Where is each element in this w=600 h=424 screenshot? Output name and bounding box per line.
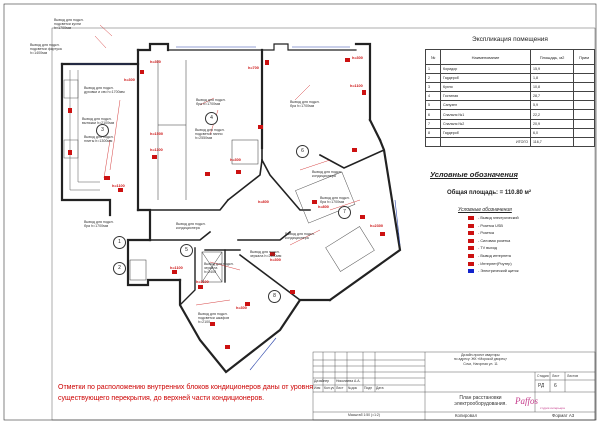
annotation-label: Вывод для подкл. кондиционера bbox=[285, 232, 315, 241]
legend-item bbox=[468, 224, 503, 228]
explication-title: Экспликация помещения bbox=[472, 36, 548, 43]
legend-label: - Электрический щиток bbox=[478, 269, 519, 274]
stamp-sheet-label: Лист bbox=[552, 374, 560, 378]
legend-item bbox=[468, 269, 519, 273]
row-note bbox=[574, 83, 595, 92]
stamp-stage-label: Стадия bbox=[537, 374, 549, 378]
row-area: 6,0 bbox=[531, 128, 574, 137]
stamp-col-label: Изм bbox=[314, 386, 321, 390]
height-mark: h=800 bbox=[318, 205, 329, 209]
stamp-stage-value: РД bbox=[538, 383, 545, 389]
row-area: 22,2 bbox=[531, 110, 574, 119]
stamp-col-label: Подп bbox=[364, 386, 373, 390]
legend-item bbox=[468, 254, 511, 258]
explication-row bbox=[426, 128, 595, 137]
stamp-col-label: Лист bbox=[336, 386, 344, 390]
row-area: 5,9 bbox=[531, 101, 574, 110]
explication-row bbox=[426, 110, 595, 119]
total-value: 116,7 bbox=[531, 137, 574, 146]
total-note bbox=[574, 137, 595, 146]
note-text: Отметки по расположению внутренних блоков кондиционеров даны от уровня существующего перекрытия, до верхней части кондиционеров. bbox=[58, 384, 314, 402]
annotation-label: Вывод для подкл. плиты h=1300мм bbox=[84, 135, 114, 144]
annotation-label: Вывод для подкл. духовки и свч h=1700мм bbox=[84, 86, 125, 95]
annotation-label: Вывод для подкл. вытяжки h=2100мм bbox=[82, 117, 115, 126]
row-note bbox=[574, 128, 595, 137]
col-number: № bbox=[426, 50, 441, 65]
row-note bbox=[574, 74, 595, 83]
row-name: Спальня №1 bbox=[441, 110, 531, 119]
stamp-developer-name: Николаева А.А. bbox=[336, 379, 361, 383]
stamp-copied: Копировал bbox=[455, 413, 478, 418]
annotation-label: Вывод для подкл. кондиционера bbox=[176, 222, 206, 231]
row-number: 8 bbox=[426, 128, 441, 137]
room-number-5: 5 bbox=[180, 244, 193, 257]
stamp-col-label: Дата bbox=[376, 386, 384, 390]
legend-symbol-icon bbox=[468, 254, 474, 258]
col-name: Наименование bbox=[441, 50, 531, 65]
row-note bbox=[574, 119, 595, 128]
annotation-label: Вывод для подкл. кондиционера bbox=[312, 170, 342, 179]
height-mark: h=300 bbox=[352, 56, 363, 60]
row-name: Кухня bbox=[441, 83, 531, 92]
row-name: Гостиная bbox=[441, 92, 531, 101]
stamp-project: Дизайн-проект квартиры по адресу: ЖК «Морской дворец» Сочи, Нагорная ул. 11 bbox=[453, 353, 508, 366]
row-number: 4 bbox=[426, 92, 441, 101]
col-area: Площадь, м2 bbox=[531, 50, 574, 65]
legend-item bbox=[468, 216, 519, 220]
legend-item bbox=[468, 246, 497, 250]
room-number-7: 7 bbox=[338, 206, 351, 219]
legend-symbol-icon bbox=[468, 262, 474, 266]
height-mark: h=700 bbox=[248, 66, 259, 70]
annotation-label: Вывод для подкл. бра h=1700мм bbox=[290, 100, 320, 109]
explication-rows bbox=[426, 65, 595, 147]
svg-text:Paffos: Paffos bbox=[515, 396, 539, 406]
room-number-8: 8 bbox=[268, 290, 281, 303]
row-area: 28,7 bbox=[531, 92, 574, 101]
annotation-label: Вывод для подкл. бра h=1700мм bbox=[84, 220, 114, 229]
annotation-label: Вывод для подкл. подсветки кухни h=1700мм bbox=[54, 18, 84, 31]
row-note bbox=[574, 101, 595, 110]
height-mark: h=300 bbox=[270, 258, 281, 262]
legend-symbol-icon bbox=[468, 246, 474, 250]
total-empty bbox=[426, 137, 441, 146]
room-number-3: 3 bbox=[96, 124, 109, 137]
height-mark: h=300 bbox=[236, 306, 247, 310]
row-number: 3 bbox=[426, 83, 441, 92]
annotation-label: Вывод для подкл. подсветки фартука h=1400мм bbox=[30, 43, 62, 56]
total-area: Общая площадь: = 110.80 м² bbox=[447, 190, 531, 196]
windows bbox=[70, 47, 400, 370]
explication-row bbox=[426, 119, 595, 128]
explication-row bbox=[426, 101, 595, 110]
explication-row bbox=[426, 92, 595, 101]
row-note bbox=[574, 110, 595, 119]
stamp-sheets-label: Листов bbox=[567, 374, 579, 378]
height-mark: h=1500 bbox=[150, 132, 163, 136]
room-number-1: 1 bbox=[113, 236, 126, 249]
height-mark: h=2300 bbox=[370, 224, 383, 228]
height-mark: h=800 bbox=[258, 200, 269, 204]
stamp-format: Формат А3 bbox=[552, 413, 575, 418]
row-name: Спальня №2 bbox=[441, 119, 531, 128]
row-note bbox=[574, 92, 595, 101]
height-mark: h=300 bbox=[150, 60, 161, 64]
height-mark: h=300 bbox=[124, 78, 135, 82]
annotation-label: Вывод для подкл. бра h=1700мм bbox=[196, 98, 226, 107]
legend-item bbox=[468, 262, 512, 266]
room-number-4: 4 bbox=[205, 112, 218, 125]
row-number: 5 bbox=[426, 101, 441, 110]
height-mark: h=1100 bbox=[112, 184, 125, 188]
annotation-label: Вывод для подкл. бра h=1700мм bbox=[320, 196, 350, 205]
row-area: 15,9 bbox=[531, 65, 574, 74]
row-number: 2 bbox=[426, 74, 441, 83]
legend-label: - Вывод электрический bbox=[478, 216, 519, 220]
legend-item bbox=[468, 231, 494, 235]
stamp-brand-subtitle: студия интерьера bbox=[540, 406, 565, 410]
height-mark: h=1100 bbox=[350, 84, 363, 88]
row-area: 20,9 bbox=[531, 119, 574, 128]
explication-total-row bbox=[426, 137, 595, 146]
total-label: ИТОГО bbox=[441, 137, 531, 146]
legend-label: - TV выход bbox=[478, 246, 498, 251]
room-number-6: 6 bbox=[296, 145, 309, 158]
row-area: 10,8 bbox=[531, 83, 574, 92]
legend-title: Условные обозначения bbox=[458, 207, 512, 213]
annotation-label: Вывод для подкл. подсветки панно h=2550мм bbox=[195, 128, 225, 141]
explication-row bbox=[426, 74, 595, 83]
legend-item bbox=[468, 239, 510, 243]
row-note bbox=[574, 65, 595, 74]
annotation-label: Вывод для подкл. зеркала h=2400 bbox=[204, 262, 234, 275]
stamp-developer-role: Дизайнер bbox=[314, 379, 330, 383]
height-mark: h=300 bbox=[230, 158, 241, 162]
conventions-title: Условные обозначения bbox=[430, 170, 518, 179]
legend-symbol-icon bbox=[468, 269, 474, 273]
legend-label: - Розетка bbox=[478, 231, 495, 236]
explication-row bbox=[426, 65, 595, 74]
legend-symbol-icon bbox=[468, 239, 474, 243]
row-number: 7 bbox=[426, 119, 441, 128]
legend-label: - Интернет(Роутер) bbox=[478, 261, 512, 266]
row-area: 1,8 bbox=[531, 74, 574, 83]
height-mark: h=1100 bbox=[196, 280, 209, 284]
row-name: Коридор bbox=[441, 65, 531, 74]
row-name: Гардероб bbox=[441, 74, 531, 83]
stamp-title: План расстановки электрооборудования. bbox=[454, 395, 507, 407]
stamp-scale: Масштаб 1:50 (=1:2) bbox=[348, 413, 380, 417]
legend-label: - Вывод интернета bbox=[478, 254, 511, 258]
explication-block bbox=[425, 36, 595, 147]
legend-symbol-icon bbox=[468, 216, 474, 220]
stamp-sheet-value: 6 bbox=[554, 383, 557, 389]
row-number: 1 bbox=[426, 65, 441, 74]
legend-symbol-icon bbox=[468, 231, 474, 235]
bedroom-beds bbox=[295, 172, 374, 272]
stamp-col-label: №док bbox=[348, 386, 357, 390]
legend-symbol-icon bbox=[468, 224, 474, 228]
annotation-label: Вывод для подкл. подсветки шкафов h=2100 bbox=[198, 312, 230, 325]
height-mark: h=1100 bbox=[170, 266, 183, 270]
legend-label: - Силовая розетка bbox=[478, 238, 511, 243]
row-number: 6 bbox=[426, 110, 441, 119]
room-number-2: 2 bbox=[113, 262, 126, 275]
legend-label: - Розетка USB bbox=[478, 223, 503, 228]
explication-row bbox=[426, 83, 595, 92]
annotation-label: Вывод для подкл. зеркала h=2400мм bbox=[250, 250, 282, 259]
stamp-col-label: Кол.уч bbox=[324, 386, 335, 390]
row-name: Санузел bbox=[441, 101, 531, 110]
row-name: Гардероб bbox=[441, 128, 531, 137]
explication-table bbox=[425, 49, 595, 147]
col-note: Прим bbox=[574, 50, 595, 65]
height-mark: h=1100 bbox=[150, 148, 163, 152]
